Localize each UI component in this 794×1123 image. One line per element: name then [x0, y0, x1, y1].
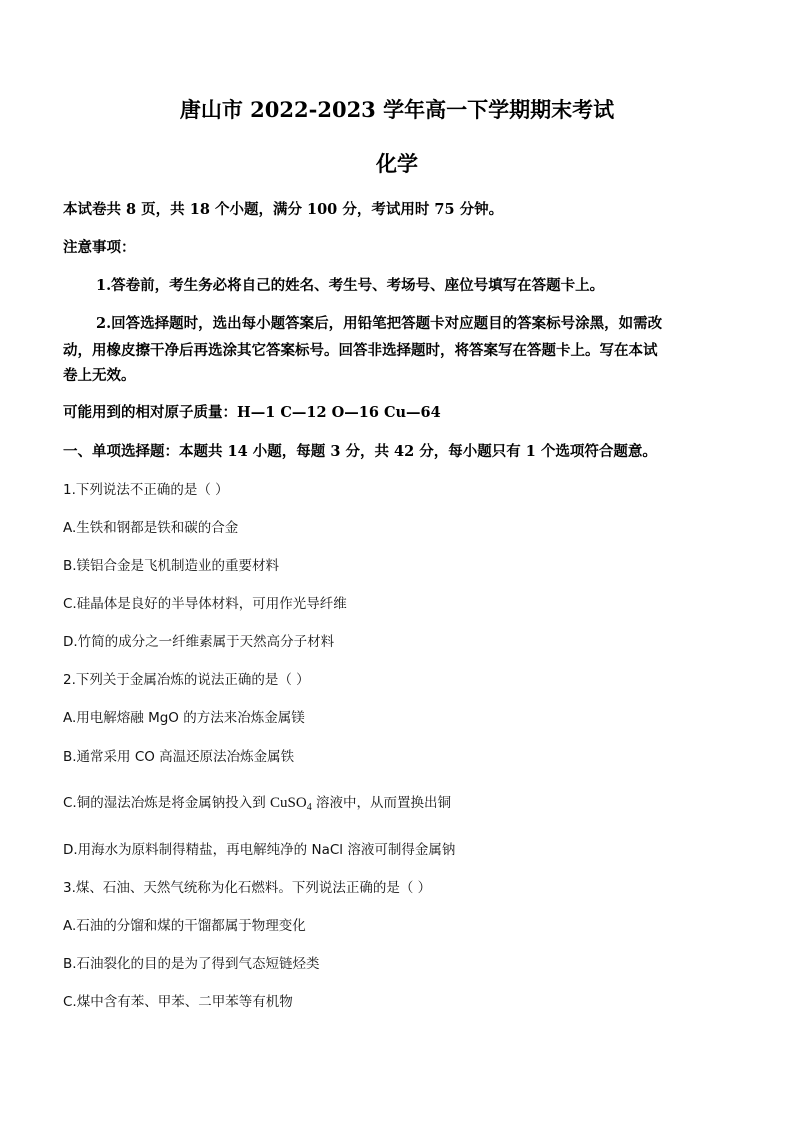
question-1-option-c: C.硅晶体是良好的半导体材料，可用作光导纤维	[63, 596, 347, 612]
cuso4-formula-subscript: 4	[306, 802, 312, 813]
cuso4-formula-main: CuSO	[270, 795, 307, 811]
exam-summary: 本试卷共 8 页，共 18 个小题，满分 100 分，考试用时 75 分钟。	[63, 201, 504, 218]
question-2-stem: 2.下列关于金属冶炼的说法正确的是（ ）	[63, 672, 310, 688]
question-1-option-d: D.竹简的成分之一纤维素属于天然高分子材料	[63, 634, 335, 650]
question-1-stem: 1.下列说法不正确的是（ ）	[63, 482, 229, 498]
notes-heading: 注意事项：	[63, 239, 136, 256]
question-1-option-b: B.镁铝合金是飞机制造业的重要材料	[63, 558, 280, 574]
subject-title: 化学	[376, 151, 418, 176]
question-2-option-c	[63, 792, 743, 819]
atomic-masses: 可能用到的相对原子质量：H—1 C—12 O—16 Cu—64	[63, 404, 441, 421]
question-2-option-a: A.用电解熔融 MgO 的方法来冶炼金属镁	[63, 710, 305, 726]
section-1-heading: 一、单项选择题：本题共 14 小题，每题 3 分，共 42 分，每小题只有 1 个选项符合题意。	[63, 443, 657, 460]
note-2-line-2: 动，用橡皮擦干净后再选涂其它答案标号。回答非选择题时，将答案写在答题卡上。写在本试	[63, 342, 658, 359]
question-2-option-d: D.用海水为原料制得精盐，再电解纯净的 NaCl 溶液可制得金属钠	[63, 842, 456, 858]
question-2-option-c-text-start: C.铜的湿法冶炼是将金属钠投入到	[63, 795, 271, 811]
question-3-option-b: B.石油裂化的目的是为了得到气态短链烃类	[63, 956, 320, 972]
question-3-option-c: C.煤中含有苯、甲苯、二甲苯等有机物	[63, 994, 293, 1010]
question-2-option-b: B.通常采用 CO 高温还原法冶炼金属铁	[63, 749, 295, 765]
exam-title: 唐山市 2022-2023 学年高一下学期期末考试	[179, 97, 615, 122]
question-3-stem: 3.煤、石油、天然气统称为化石燃料。下列说法正确的是（ ）	[63, 880, 432, 896]
note-1: 1.答卷前，考生务必将自己的姓名、考生号、考场号、座位号填写在答题卡上。	[96, 277, 605, 294]
cuso4-formula	[270, 795, 312, 811]
note-2-line-1: 2.回答选择题时，选出每小题答案后，用铅笔把答题卡对应题目的答案标号涂黑，如需改	[96, 315, 663, 332]
note-2-line-3: 卷上无效。	[63, 367, 136, 384]
question-2-option-c-text-end: 溶液中，从而置换出铜	[311, 795, 451, 811]
question-3-option-a: A.石油的分馏和煤的干馏都属于物理变化	[63, 918, 306, 934]
question-1-option-a: A.生铁和钢都是铁和碳的合金	[63, 520, 239, 536]
